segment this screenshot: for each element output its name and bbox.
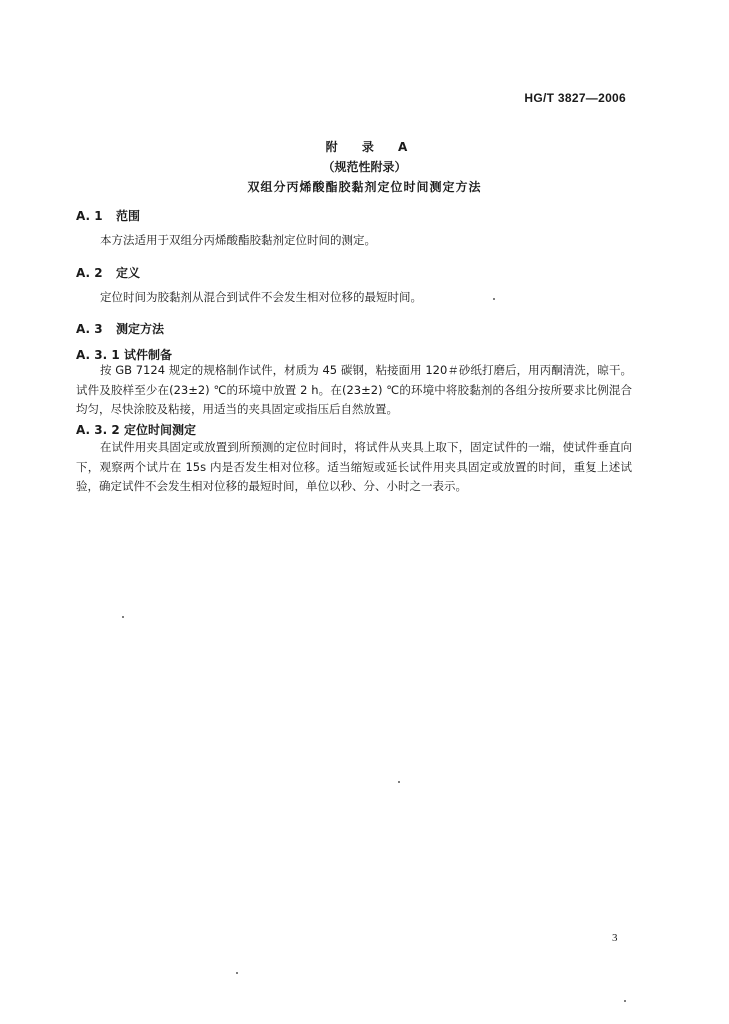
section-a1-number: A. 1: [76, 209, 103, 223]
section-a3-heading: [76, 320, 164, 337]
scan-speck: [398, 781, 400, 783]
document-code: HG/T 3827—2006: [524, 91, 626, 105]
section-a32-title: 定位时间测定: [124, 423, 197, 437]
page-number: 3: [612, 932, 618, 944]
scan-speck: [624, 1000, 626, 1002]
section-a1-text: 本方法适用于双组分丙烯酸酯胶黏剂定位时间的测定。: [100, 233, 376, 247]
section-a2-text: 定位时间为胶黏剂从混合到试件不会发生相对位移的最短时间。: [100, 290, 422, 304]
section-a31-text: 按 GB 7124 规定的规格制作试件，材质为 45 碳钢，粘接面用 120＃砂纸打磨后，用丙酮清洗，晾干。试件及胶样至少在(23±2) ℃的环境中放置 2 h。在(23±2) ℃的环境中将胶黏剂的各组分按所要求比例混合均匀，尽快涂胶及粘接，用适当的夹具固定或指压后自然放置。: [76, 363, 632, 416]
scan-speck: [236, 972, 238, 974]
section-a32-text: 在试件用夹具固定或放置到所预测的定位时间时，将试件从夹具上取下，固定试件的一端，使试件垂直向下，观察两个试片在 15s 内是否发生相对位移。适当缩短或延长试件用夹具固定或放置的时间，重复上述试验，确定试件不会发生相对位移的最短时间，单位以秒、分、小时之一表示。: [76, 440, 632, 493]
section-a1-heading: [76, 207, 140, 224]
section-a3-title: 测定方法: [116, 322, 165, 336]
section-a31-number: A. 3. 1: [76, 348, 120, 362]
scan-speck: [493, 298, 495, 300]
section-a31-title: 试件制备: [124, 348, 173, 362]
appendix-type: （规范性附录）: [322, 160, 407, 174]
scan-speck: [122, 616, 124, 618]
section-a32-heading: [76, 421, 196, 438]
appendix-label: 附 录 A: [325, 140, 418, 154]
section-a2-number: A. 2: [76, 266, 103, 280]
section-a3-number: A. 3: [76, 322, 103, 336]
section-a2-title: 定义: [116, 266, 141, 280]
section-a2-heading: [76, 264, 140, 281]
section-a32-number: A. 3. 2: [76, 423, 120, 437]
section-a1-title: 范围: [116, 209, 141, 223]
appendix-title: 双组分丙烯酸酯胶黏剂定位时间测定方法: [247, 180, 482, 194]
